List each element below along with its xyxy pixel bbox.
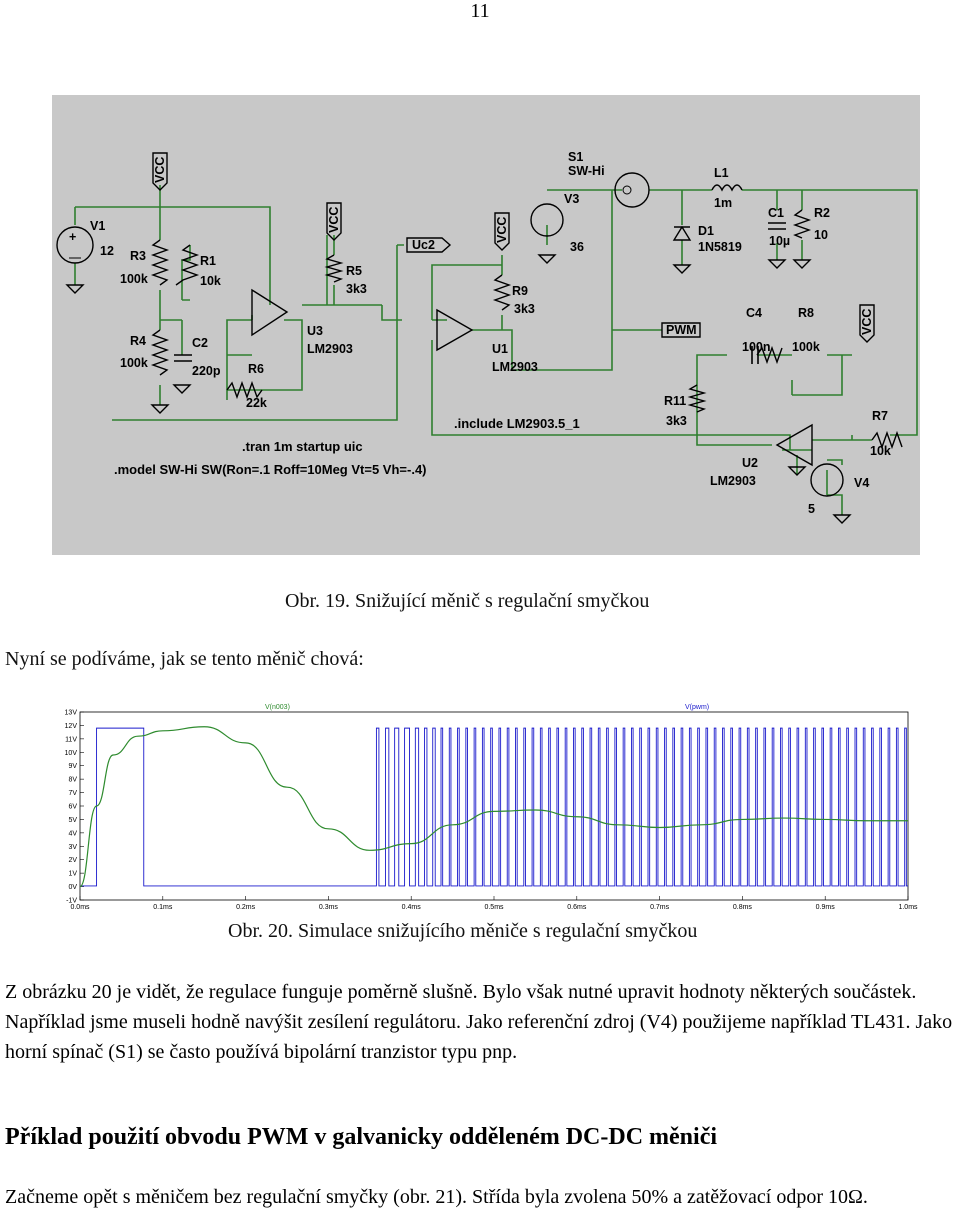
- paragraph-1: Z obrázku 20 je vidět, že regulace funguje poměrně slušně. Bylo však nutné upravit hodnoty některých součástek. Například jsme museli hodně navýšit zesílení regulátoru. Jako referenční zdroj (V4) použijeme například TL431. Jako horní spínač (S1) se často používá bipolární tranzistor typu pnp.: [5, 981, 953, 1063]
- v1-value: 12: [100, 244, 114, 258]
- y-tick-label: 12V: [64, 722, 77, 730]
- model-directive: .model SW-Hi SW(Ron=.1 Roff=10Meg Vt=5 Vh=-.4): [114, 462, 427, 477]
- r8-name: R8: [798, 306, 814, 320]
- x-tick-label: 0.9ms: [815, 904, 835, 911]
- c2-name: C2: [192, 336, 208, 350]
- uc2-label: Uc2: [412, 238, 435, 252]
- u2-name: U2: [742, 456, 758, 470]
- u2-value: LM2903: [710, 474, 756, 488]
- c1-name: C1: [768, 206, 784, 220]
- r7-value: 10k: [870, 444, 891, 458]
- x-tick-label: 1.0ms: [898, 904, 918, 911]
- y-tick-label: 11V: [65, 736, 77, 744]
- u1-value: LM2903: [492, 360, 538, 374]
- y-tick-label: 1V: [68, 870, 77, 878]
- d1-name: D1: [698, 224, 714, 238]
- legend-v-n003: V(n003): [265, 704, 290, 711]
- r7-name: R7: [872, 409, 888, 423]
- s1-name: S1: [568, 150, 584, 164]
- r2-name: R2: [814, 206, 830, 220]
- svg-text:+: +: [69, 230, 77, 244]
- x-tick-label: 0.6ms: [567, 904, 587, 911]
- d1-value: 1N5819: [698, 240, 742, 254]
- plot-frame: [80, 712, 908, 900]
- x-tick-label: 0.1ms: [153, 904, 173, 911]
- figure20-caption: Obr. 20. Simulace snižujícího měniče s regulační smyčkou: [228, 920, 698, 942]
- v1-name: V1: [90, 219, 106, 233]
- series-v-pwm-line: [80, 728, 908, 886]
- r2-value: 10: [814, 228, 828, 242]
- r6-value: 22k: [246, 396, 267, 410]
- pwm-label: PWM: [666, 323, 697, 337]
- y-tick-label: 6V: [68, 803, 77, 811]
- s1-value: SW-Hi: [568, 164, 605, 178]
- include-directive: .include LM2903.5_1: [454, 416, 580, 431]
- y-tick-label: 8V: [68, 776, 77, 784]
- l1-name: L1: [714, 166, 729, 180]
- y-tick-label: -1V: [66, 897, 77, 905]
- v3-name: V3: [564, 192, 580, 206]
- figure19-caption: Obr. 19. Snižující měnič s regulační smyčkou: [285, 590, 650, 612]
- r9-value: 3k3: [514, 302, 535, 316]
- circuit-schematic: [52, 95, 920, 555]
- x-tick-label: 0.3ms: [318, 904, 338, 911]
- page-number: 11: [470, 0, 490, 22]
- r3-name: R3: [130, 249, 146, 263]
- paragraph-2: Začneme opět s měničem bez regulační smyčky (obr. 21). Střída byla zvolena 50% a zatěžovací odpor 10Ω.: [5, 1186, 868, 1208]
- c4-name: C4: [746, 306, 762, 320]
- r11-name: R11: [664, 394, 687, 408]
- r5-name: R5: [346, 264, 362, 278]
- y-tick-label: 3V: [68, 843, 77, 851]
- x-tick-label: 0.7ms: [650, 904, 670, 911]
- c2-value: 220p: [192, 364, 221, 378]
- vcc-label-4: VCC: [860, 308, 874, 335]
- x-tick-label: 0.5ms: [484, 904, 504, 911]
- y-tick-label: 2V: [68, 857, 77, 865]
- x-tick-label: 0.0ms: [70, 904, 90, 911]
- y-tick-label: 9V: [68, 763, 77, 771]
- r3-value: 100k: [120, 272, 148, 286]
- v4-name: V4: [854, 476, 870, 490]
- r8-value: 100k: [792, 340, 820, 354]
- r1-name: R1: [200, 254, 216, 268]
- vcc-label-1: VCC: [153, 156, 167, 183]
- r1-value: 10k: [200, 274, 221, 288]
- y-tick-label: 7V: [68, 790, 77, 798]
- vcc-label-3: VCC: [495, 216, 509, 243]
- x-tick-label: 0.4ms: [401, 904, 421, 911]
- r4-name: R4: [130, 334, 146, 348]
- y-tick-label: 13V: [64, 709, 77, 717]
- legend-v-pwm: V(pwm): [685, 704, 710, 711]
- v3-value: 36: [570, 240, 584, 254]
- r5-value: 3k3: [346, 282, 367, 296]
- u3-value: LM2903: [307, 342, 353, 356]
- intro-text: Nyní se podíváme, jak se tento měnič chová:: [5, 648, 364, 670]
- series-v-n003-line: [80, 727, 908, 887]
- y-tick-label: 5V: [68, 816, 77, 824]
- r11-value: 3k3: [666, 414, 687, 428]
- c1-value: 10µ: [769, 234, 791, 248]
- tran-directive: .tran 1m startup uic: [242, 439, 363, 454]
- simulation-chart: [50, 700, 920, 915]
- c4-value: 100n: [742, 340, 771, 354]
- v4-value: 5: [808, 502, 815, 516]
- x-tick-label: 0.2ms: [236, 904, 256, 911]
- y-tick-label: 4V: [68, 830, 77, 838]
- x-tick-label: 0.8ms: [732, 904, 752, 911]
- r6-name: R6: [248, 362, 264, 376]
- r9-name: R9: [512, 284, 528, 298]
- y-tick-label: 10V: [64, 749, 77, 757]
- y-tick-label: 0V: [68, 884, 77, 892]
- r4-value: 100k: [120, 356, 148, 370]
- l1-value: 1m: [714, 196, 733, 210]
- u1-name: U1: [492, 342, 508, 356]
- u3-name: U3: [307, 324, 323, 338]
- vcc-label-2: VCC: [327, 206, 341, 233]
- section-heading: Příklad použití obvodu PWM v galvanicky odděleném DC-DC měniči: [5, 1124, 718, 1150]
